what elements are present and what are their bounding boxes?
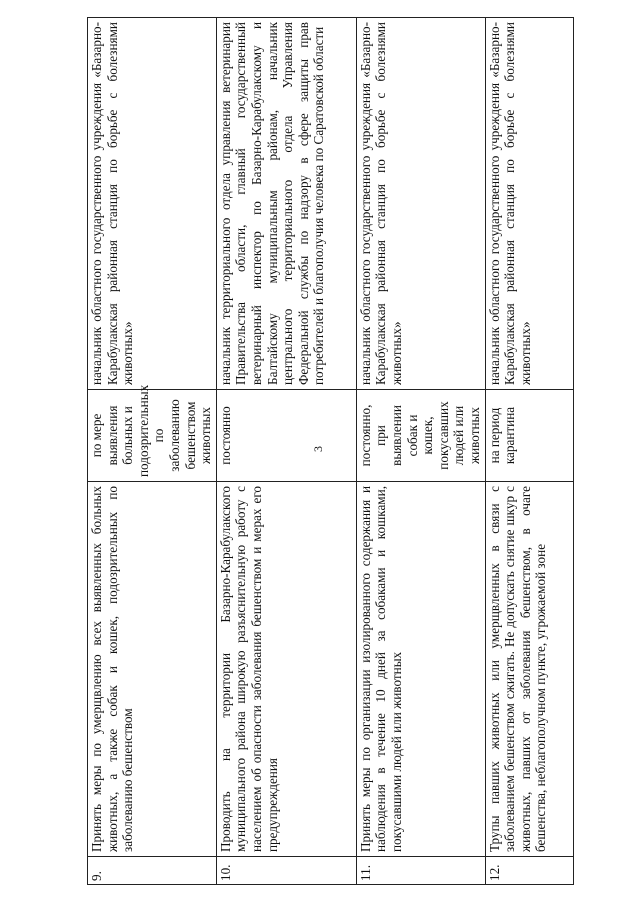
- row-number: 12.: [485, 857, 573, 885]
- measures-table-page: [87, 18, 549, 885]
- row-number: 9.: [88, 857, 217, 885]
- row-number: 10.: [216, 857, 356, 885]
- measure-text: Принять меры по умерщвлению всех выявленных больных животных, а также собак и кошек, подозрительных по заболеванию бешенством: [88, 482, 217, 857]
- timing-text: на период карантина: [485, 390, 573, 482]
- timing-text: по мере выявления больных и подозрительных по заболеванию бешенством животных: [88, 390, 217, 482]
- responsible-text: начальник территориального отдела управления ветеринарии Правительства области, главный государственный ветеринарный инспектор по Базарно-Карабулакскому и Балтайскому муниципальным районам, начальник центрального территориального отдела Управления Федеральной службы по надзору в сфере защиты прав потребителей и благополучия человека по Саратовской области: [216, 18, 356, 390]
- table-row: [216, 18, 356, 885]
- measures-table: [87, 17, 574, 885]
- measure-text: Трупы павших животных или умерщвленных в связи с заболеванием бешенством сжигать. Не допускать снятие шкур с животных, павших от заболевания бешенством, в очаге бешенства, неблагополучном пункте, угрожаемой зоне: [485, 482, 573, 857]
- timing-text: постоянно, при выявлении собак и кошек, покусавших людей или животных: [356, 390, 485, 482]
- table-row: [88, 18, 217, 885]
- responsible-text: начальник областного государственного учреждения «Базарно-Карабулакская районная станция по борьбе с болезнями животных»: [356, 18, 485, 390]
- row-number: 11.: [356, 857, 485, 885]
- responsible-text: начальник областного государственного учреждения «Базарно-Карабулакская районная станция по борьбе с болезнями животных»: [485, 18, 573, 390]
- table-row: [485, 18, 573, 885]
- timing-text: постоянно: [216, 390, 356, 482]
- measure-text: Проводить на территории Базарно-Карабулакского муниципального района широкую разъяснительную работу с населением об опасности заболевания бешенством и мерах его предупреждения: [216, 482, 356, 857]
- responsible-text: начальник областного государственного учреждения «Базарно-Карабулакская районная станция по борьбе с болезнями животных»: [88, 18, 217, 390]
- page-number: 3: [311, 446, 325, 452]
- table-row: [356, 18, 485, 885]
- measure-text: Принять меры по организации изолированного содержания и наблюдения в течение 10 дней за собаками и кошками, покусавшими людей или животных: [356, 482, 485, 857]
